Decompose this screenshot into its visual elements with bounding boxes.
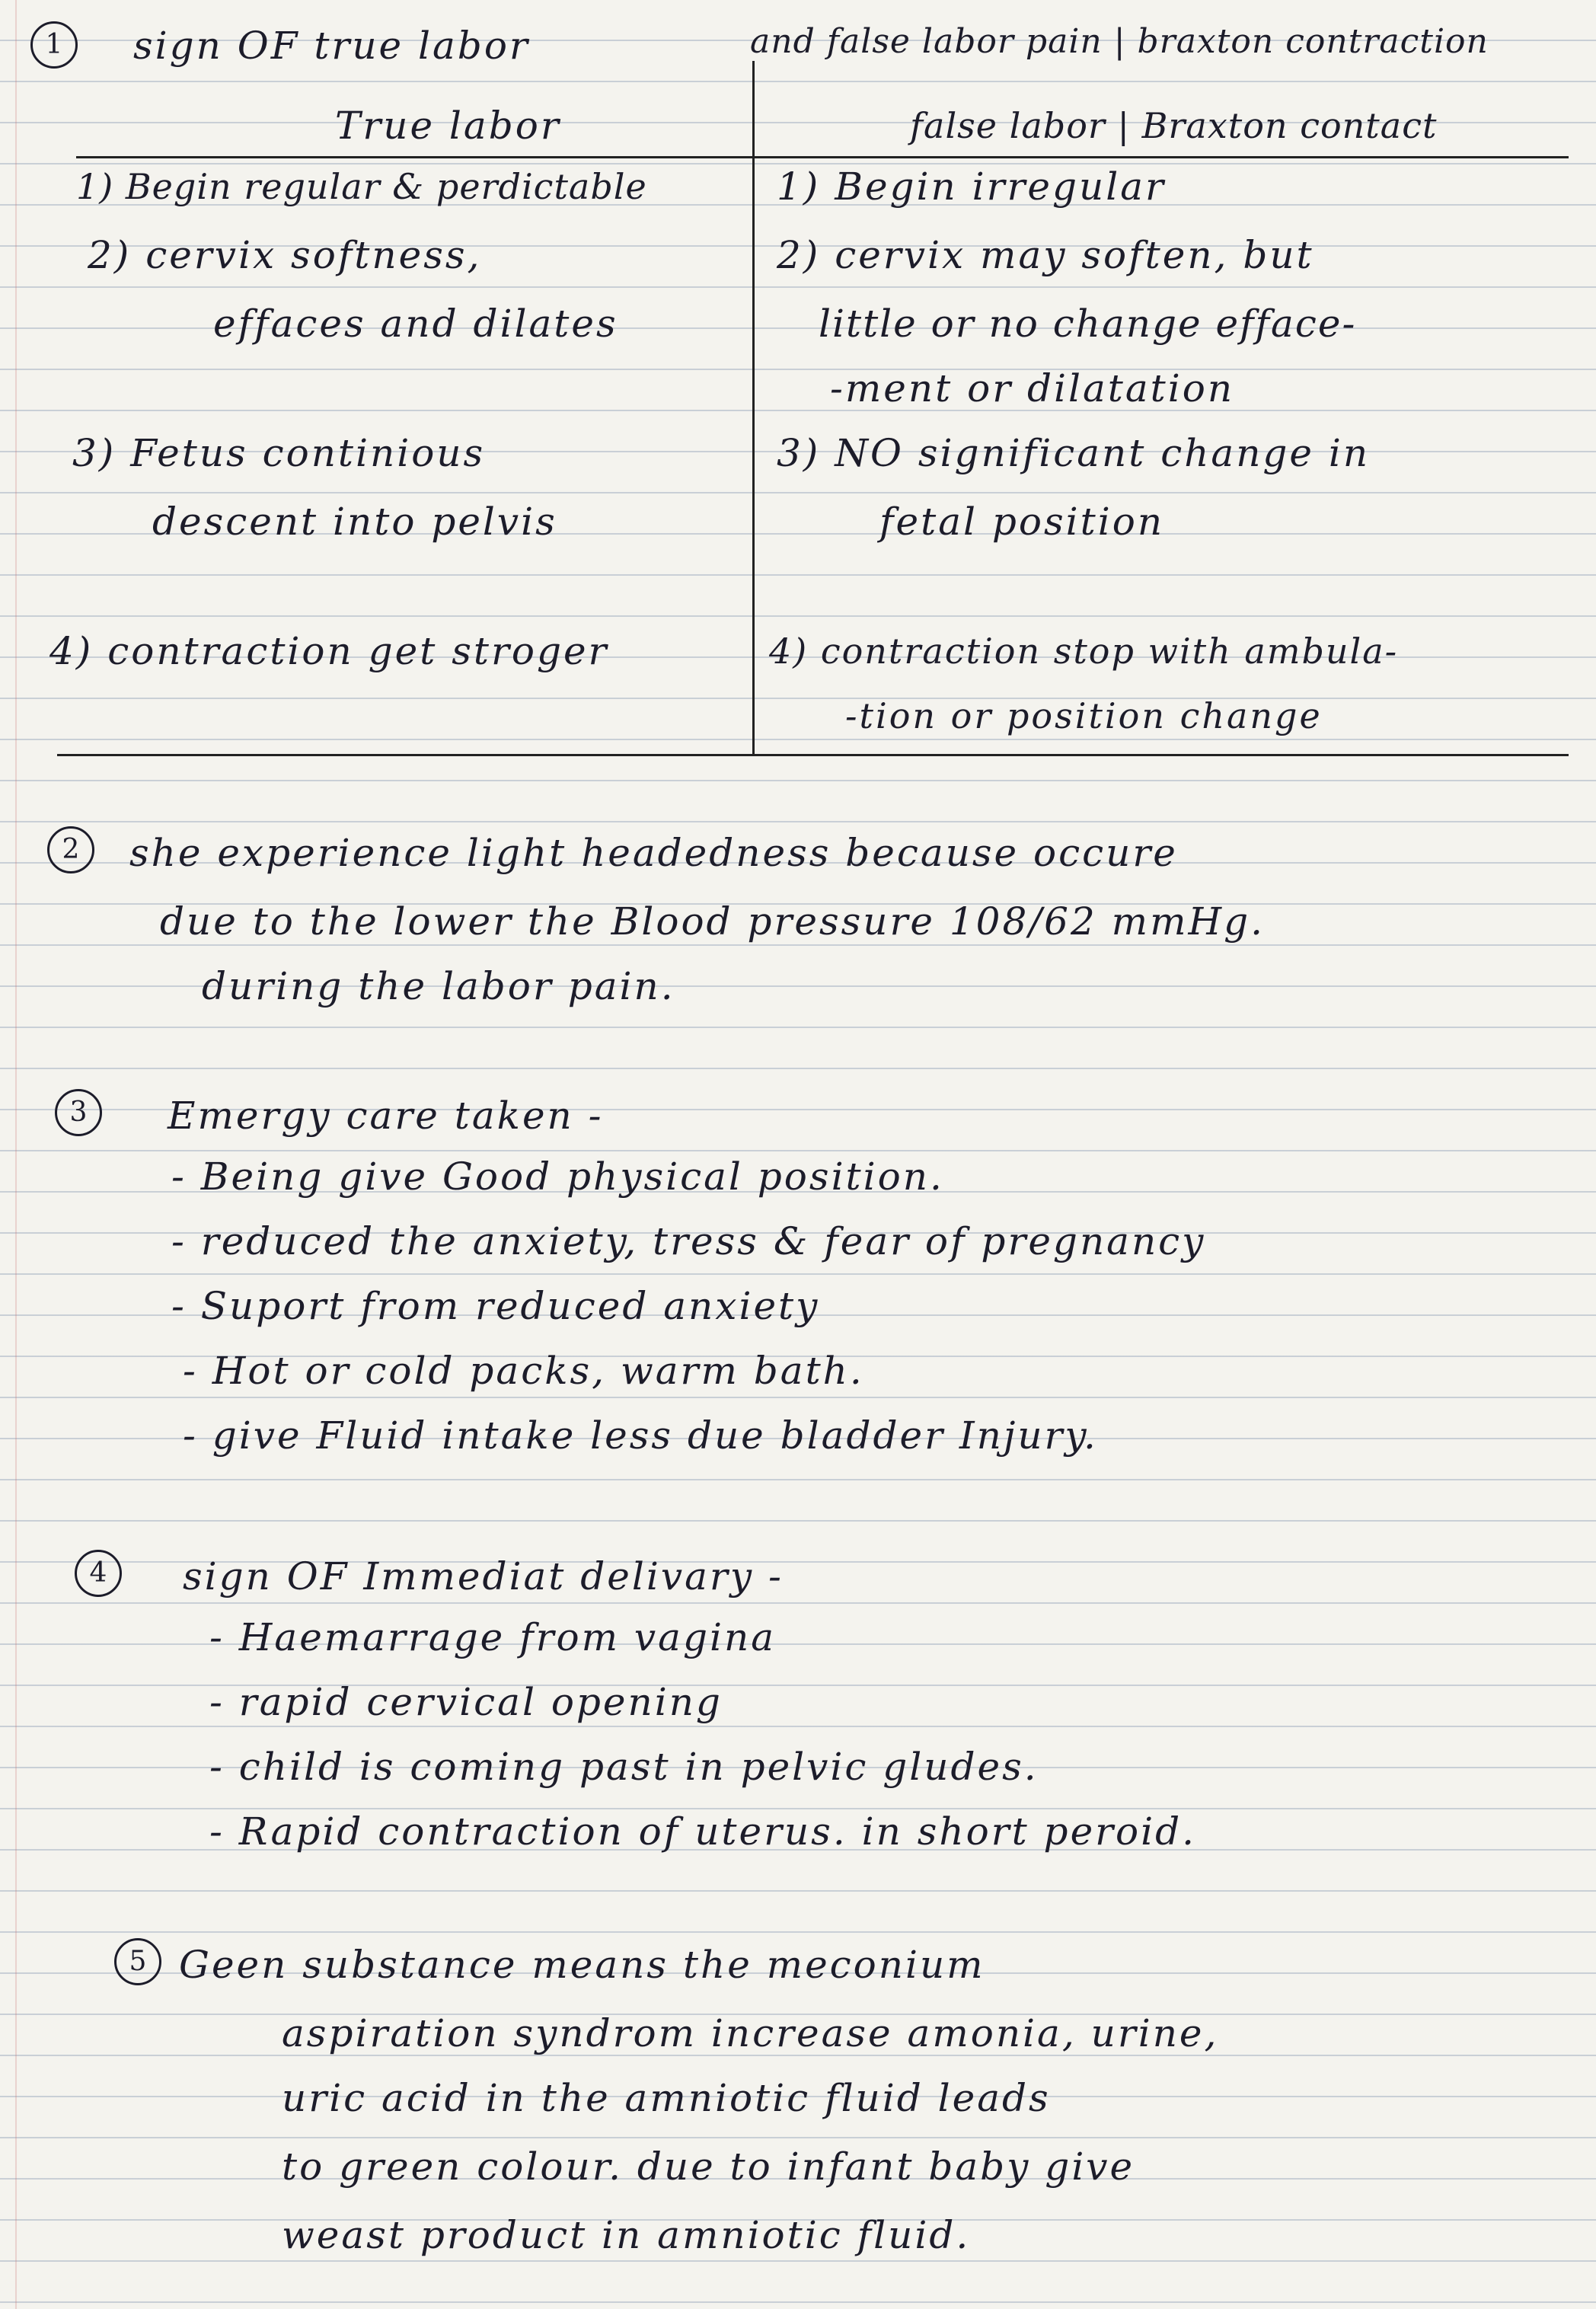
q5-line-3: uric acid in the amniotic fluid leads [282,2076,1051,2120]
table-column-divider [752,61,755,754]
q2-line-3: during the labor pain. [202,964,675,1008]
false-item-4b: -tion or position change [845,695,1323,736]
q5-line-5: weast product in amniotic fluid. [282,2213,971,2257]
true-item-2b: effaces and dilates [213,302,618,346]
false-item-4a: 4) contraction stop with ambula- [769,631,1399,672]
question-3-number: 3 [55,1089,102,1136]
q3-item-3: - Suport from reduced anxiety [171,1284,820,1328]
question-2-number: 2 [47,826,94,873]
table-header-divider [76,156,1569,158]
q5-line-1: Geen substance means the meconium [179,1943,985,1987]
q3-item-5: - give Fluid intake less due bladder Injury. [183,1413,1098,1458]
q2-line-1: she experience light headedness because occure [129,831,1178,875]
q4-title: sign OF Immediat delivary - [183,1554,784,1598]
page-margin-line [0,0,17,2309]
question-1-number: 1 [30,21,78,69]
true-item-3a: 3) Fetus continious [72,431,486,475]
true-item-3b: descent into pelvis [152,500,557,544]
false-item-2c: -ment or dilatation [830,366,1235,410]
true-item-4: 4) contraction get stroger [49,629,609,673]
q3-title: Emergy care taken - [168,1094,604,1138]
question-5-number: 5 [114,1938,161,1985]
true-item-2a: 2) cervix softness, [88,233,482,277]
question-4-number: 4 [75,1550,122,1597]
q4-item-4: - Rapid contraction of uterus. in short peroid. [209,1809,1197,1854]
q5-line-2: aspiration syndrom increase amonia, urine, [282,2011,1219,2055]
false-item-3b: fetal position [879,500,1165,544]
q4-item-1: - Haemarrage from vagina [209,1615,776,1659]
false-labor-header: false labor | Braxton contact [910,105,1438,146]
q3-item-1: - Being give Good physical position. [171,1154,944,1199]
q3-item-2: - reduced the anxiety, tress & fear of pregnancy [171,1219,1206,1263]
q2-line-2: due to the lower the Blood pressure 108/62 mmHg. [160,899,1265,944]
false-item-2a: 2) cervix may soften, but [777,233,1314,277]
true-item-1: 1) Begin regular & perdictable [76,166,647,207]
q4-item-3: - child is coming past in pelvic gludes. [209,1745,1039,1789]
q3-item-4: - Hot or cold packs, warm bath. [183,1349,864,1393]
q4-item-2: - rapid cervical opening [209,1680,723,1724]
false-item-1: 1) Begin irregular [777,164,1166,209]
q5-line-4: to green colour. due to infant baby give [282,2145,1135,2189]
true-labor-header: True labor [335,104,561,148]
false-item-2b: little or no change efface- [819,302,1357,346]
q1-title-right: and false labor pain | braxton contraction [750,22,1489,61]
q1-title-left: sign OF true labor [133,24,530,68]
false-item-3a: 3) NO significant change in [777,431,1371,475]
table-bottom-divider [57,754,1569,756]
